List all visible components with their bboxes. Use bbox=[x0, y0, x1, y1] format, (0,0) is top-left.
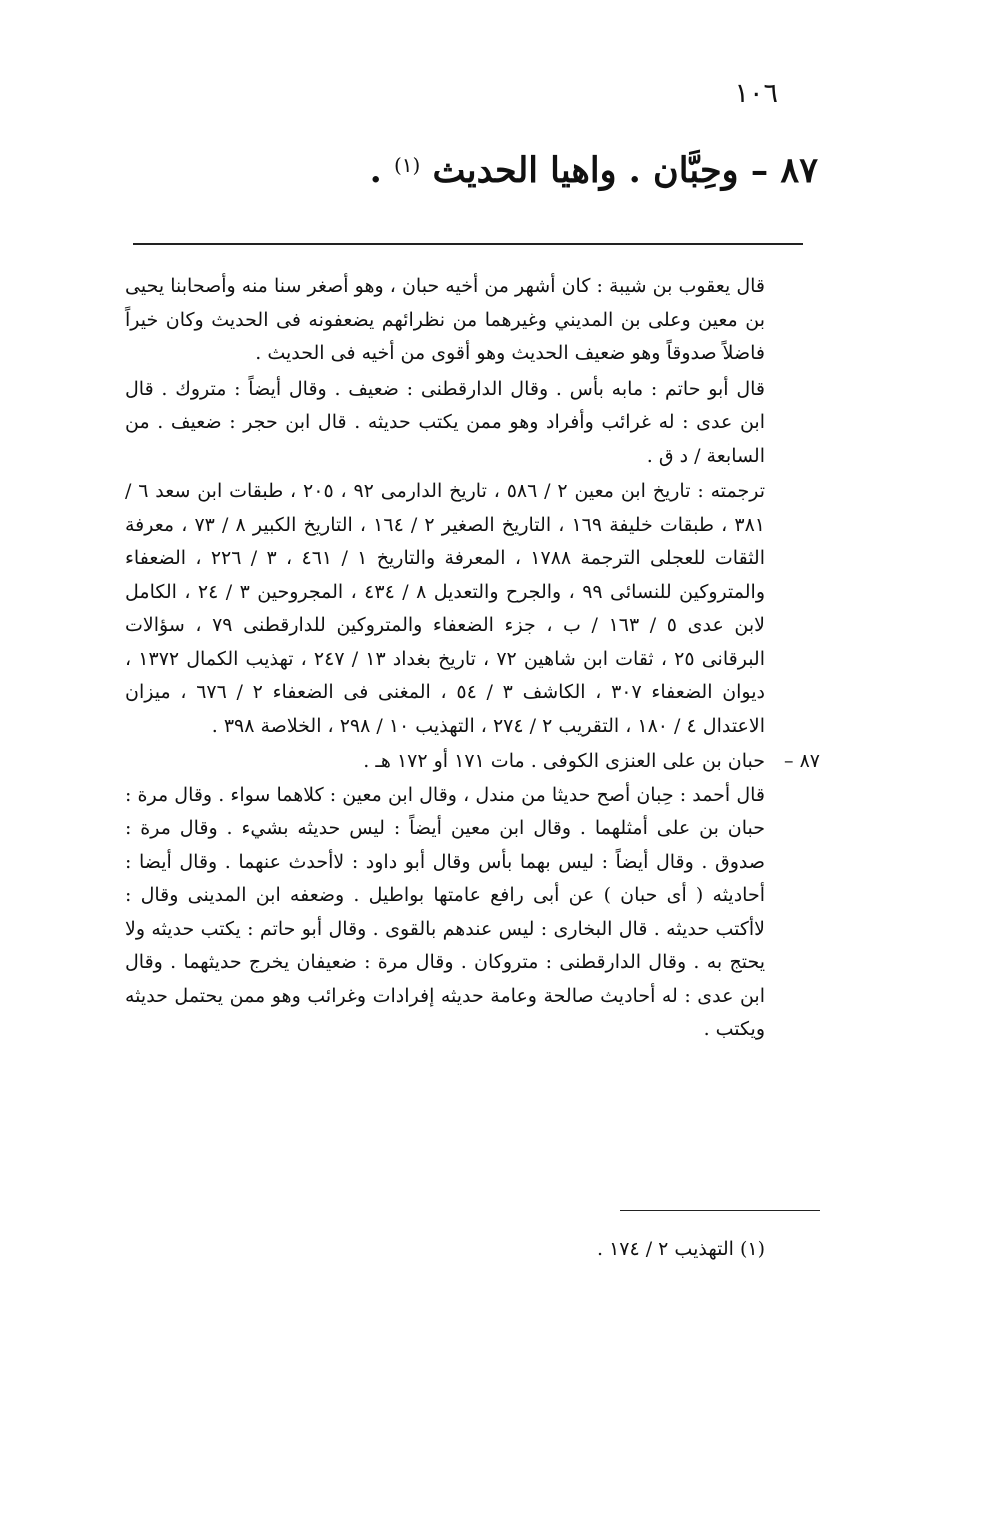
heading-text: ٨٧ – وحِبَّان . واهيا الحديث bbox=[432, 150, 818, 191]
entry-heading bbox=[370, 150, 818, 191]
entry-first-line bbox=[125, 745, 820, 779]
paragraph-entry-body: قال أحمد : حِبان أصح حديثا من مندل ، وقال ابن معين : كلاهما سواء . وقال مرة : حبان بن على أمثلهما . وقال ابن معين أيضاً : ليس حديثه بشيء . وقال مرة : صدوق . وقال أيضاً : ليس بهما بأس وقال أبو داود : لاأحدث عنهما . وقال أيضا : أحاديثه ( أى حبان ) عن أبى رافع عامتها بواطيل . وضعفه ابن المدينى وقال : لاأكتب حديثه . قال البخارى : ليس عندهم بالقوى . وقال أبو حاتم : يكتب حديثه ولا يحتج به . وقال الدارقطنى : متروكان . وقال مرة : ضعيفان يخرج حديثهما . وقال ابن عدى : له أحاديث صالحة وعامة حديثه إفرادات وغرائب وهو ممن يحتمل حديثه ويكتب . bbox=[125, 783, 765, 1040]
footnote: (١) التهذيب ٢ / ١٧٤ . bbox=[596, 1238, 765, 1260]
footnote-reference: (١) bbox=[393, 153, 421, 177]
paragraph-biography-sources: ترجمته : تاريخ ابن معين ٢ / ٥٨٦ ، تاريخ الدارمى ٩٢ ، ٢٠٥ ، طبقات ابن سعد ٦ / ٣٨١ ، طبقات خليفة ١٦٩ ، التاريخ الصغير ٢ / ١٦٤ ، التاريخ الكبير ٨ / ٧٣ ، معرفة الثقات للعجلى الترجمة ١٧٨٨ ، المعرفة والتاريخ ١ / ٤٦١ ، ٣ / ٢٢٦ ، الضعفاء والمتروكين للنسائى ٩٩ ، والجرح والتعديل ٨ / ٤٣٤ ، المجروحين ٣ / ٢٤ ، الكامل لابن عدى ٥ / ١٦٣ / ب ، جزء الضعفاء والمتروكين للدارقطنى ٧٩ ، سؤالات البرقانى ٢٥ ، ثقات ابن شاهين ٧٢ ، تاريخ بغداد ١٣ / ٢٤٧ ، تهذيب الكمال ١٣٧٢ ، ديوان الضعفاء ٣٠٧ ، الكاشف ٣ / ٥٤ ، المغنى فى الضعفاء ٢ / ٦٧٦ ، ميزان الاعتدال ٤ / ١٨٠ ، التقريب ٢ / ٢٧٤ ، التهذيب ١٠ / ٢٩٨ ، الخلاصة ٣٩٨ . bbox=[125, 480, 766, 737]
heading-divider bbox=[133, 243, 803, 245]
page-number: ١٠٦ bbox=[734, 78, 778, 109]
entry-number: ٨٧ – bbox=[784, 750, 820, 772]
paragraph-yaqub: قال يعقوب بن شيبة : كان أشهر من أخيه حبان ، وهو أصغر سنا منه وأصحابنا يحيى بن معين وعلى بن المديني وغيرهما من نظرائهم يضعفونه فى الحديث وكان خيراً فاضلاً صدوقاً وهو ضعيف الحديث وهو أقوى من أخيه فى الحديث . bbox=[125, 275, 765, 364]
entry-title: حبان بن على العنزى الكوفى . مات ١٧١ أو ١٧٢ هـ . bbox=[363, 750, 765, 772]
paragraph-abu-hatim: قال أبو حاتم : مابه بأس . وقال الدارقطنى : ضعيف . وقال أيضاً : متروك . قال ابن عدى : له غرائب وأفراد وهو ممن يكتب حديثه . قال ابن حجر : ضعيف . من السابعة / د ق . bbox=[125, 377, 765, 467]
heading-end: . bbox=[369, 150, 382, 191]
footnote-divider bbox=[620, 1210, 820, 1211]
main-text bbox=[125, 270, 820, 1047]
